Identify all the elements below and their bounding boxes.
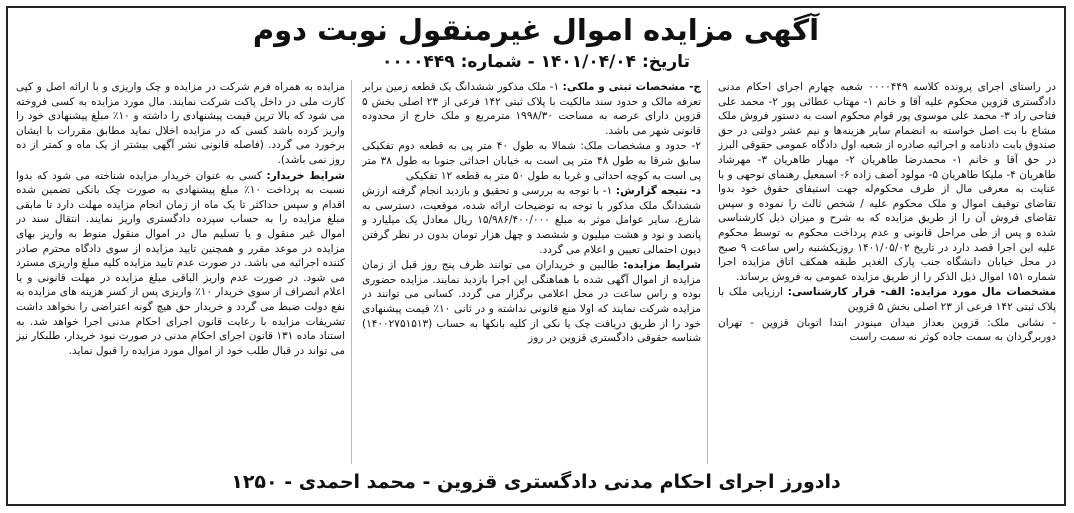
middle-column [362, 80, 708, 464]
auction-conditions-text: طالبین و خریداران می توانند ظرف پنج روز قبل از زمان مزایده از اموال آگهی شده با هماهنگی این اجرا بازدید نمایند. مزایده حضوری بوده و راس ساعت در محل اعلامی برگزار می گردد. کسانی می توانند در مزایده شرکت نمایند که اولا منع قانونی نداشته و در ثانی ۱۰٪ قیمت پیشنهادی خود را از طریق دریافت چک یا نکی از کلیه بانکها به حساب (۱۴۰۰۲۷۵۱۵۱۳) شناسه حقوقی دادگستری قزوین در روز [362, 259, 701, 345]
registry-spec-text: ۱- ملک مذکور ششدانگ یک قطعه زمین برابر تعرفه مالک و حدود سند مالکیت با پلاک ثبتی ۱۴۲ فرعی از ۲۳ اصلی بخش ۵ قزوین دارای عرصه به مساحت ۱۹۹۸/۳۰ مترمربع و ملک خارج از محدوده قانونی شهر می باشد. [362, 81, 701, 137]
appraisal-text: ارزیابی ملک با پلاک ثبتی ۱۴۲ فرعی از ۲۳ اصلی بخش ۵ قزوین [718, 286, 1056, 313]
registry-spec-heading: ج- مشخصات ثبتی و ملکی: [562, 81, 701, 93]
left-column [16, 80, 352, 464]
participation-text: مزایده به همراه فرم شرکت در مزایده و چک واریزی و با ارائه اصل و کپی کارت ملی در داخل پاکت شرکت نمایند. مال مورد مزایده به کسی فروخته می شود که بالا ترین قیمت پیشنهادی را داشته و ۱۰٪ مبلغ پیشنهادی خود را واریز کرده باشد کسی که در مزایده اخلال نماید مطابق مقررات با ایشان برخورد می گردد. (فاصله قانونی نشر آگهی بیشتر از یک ماه و کمتر از ده روز نمی باشد). [16, 81, 345, 166]
notice-body [16, 80, 1056, 464]
property-address: - نشانی ملک: قزوین بعداز میدان مینودر ابتدا اتوبان قزوین - تهران دوربرگردان به سمت جاده کوثر نه سمت راست [718, 316, 1056, 344]
auction-conditions-heading: شرایط مزایده: [623, 259, 701, 272]
notice-date-number: تاریخ: ۱۴۰۱/۰۴/۰۴ - شماره: ۰۰۰۰۴۴۹ [382, 52, 690, 72]
right-column [718, 80, 1056, 464]
signature-footer: دادورز اجرای احکام مدنی دادگستری قزوین - محمد احمدی - ۱۲۵۰ [231, 471, 841, 493]
buyer-conditions-text: کسی به عنوان خریدار مزایده شناخته می شود که بدوا نسبت به پرداخت ۱۰٪ مبلغ پیشنهادی به صورت چک بانکی تضمین شده اقدام و سپس حداکثر تا یک ماه از زمان انجام مزایده مهلت دارد تا مابقی مبلغ مزایده را به حساب سپرده دادگستری واریز نمایند. انتقال سند در اموال غیر منقول و یا تسلیم مال در اموال منقول منوط به واریز بهای مزایده در موعد مقرر و همچنین تایید مزایده از سوی دادگاه محترم صادر کننده اجرائیه می باشد. در صورت عدم تایید مزایده کلیه مبلغ واریزی مسترد می شود. در صورت عدم واریز الباقی مبلغ مزایده در مهلت قانونی و یا اعلام انصراف از سوی خریدار ۱۰٪ واریزی پس از کسر هزینه های مزایده به نفع دولت ضبط می گردد و خریدار حق هیچ گونه اعتراضی را نخواهد داشت تشریفات مزایده با رعایت قانون اجرای احکام مدنی اجرا خواهد شد. به استناد ماده ۱۳۱ قانون اجرای احکام مدنی در صورت نبود خریدار، طلبکار نیز می تواند در قبال طلب خود از اموال مورد مزایده را قبول نماید. [16, 169, 345, 357]
intro-paragraph: در راستای اجرای پرونده کلاسه ۰۰۰۰۴۴۹ شعبه چهارم اجرای احکام مدنی دادگستری قزوین محکوم علیه آقا و خانم ۱- مهتاب عطائی پور ۲- محمد علی فتاحی راد ۳- محمد علی موسوی پور قوام محکوم است به دستور فروش ملک مشاع با بت اصل خواسته به انضمام سایر هزینه‌ها و نیم عشر دولتی در حق صندوق بابت دادنامه و اجرائیه صادره از شعبه اول دادگاه عمومی حقوقی البرز در حق آقا و خانم ۱- محمدرضا طاهریان ۲- مهیار طاهریان ۳- مهرشاد طاهریان ۴- ملیکا طاهریان ۵- مولود آصف زاده ۶- اسمعیل رهنمای نوحهی و با عنایت به معرفی مال از طرف محکوم‌له جهت استیفای حقوق خود بدوا تقاضای توقیف اموال و ملک محکوم علیه / شخص ثالث را نموده و سپس تقاضای فروش آن را از طریق مزایده که به شرح و میزان ذیل کارشناسی شده و پس از طی مراحل قانونی و عدم پرداخت محکوم به توسط محکوم علیه این اجرا قصد دارد در تاریخ ۱۴۰۱/۰۵/۰۲ روزیکشنبه راس ساعت ۹ صبح در محل خیابان دانشگاه جنب پارک الغدیر طبقه همکف اتاق مزایده اجرا شماره ۱۵۱ اموال ذیل الذکر را از طریق مزایده عمومی به فروش برساند. [718, 81, 1056, 283]
boundaries-text: ۲- حدود و مشخصات ملک: شمالا به طول ۴۰ متر پی به قطعه دوم تفکیکی سابق شرقا به طول ۴۸ متر پی است به خیابان احداثی جنوبا به طول ۳۸ متر پی است به کوچه احداثی و غربا به طول ۵۰ متر به قطعه ۱۲ تفکیکی [362, 140, 701, 182]
notice-title: آگهی مزایده اموال غیرمنقول نوبت دوم [252, 13, 820, 47]
report-result-text: ۱- با توجه به بررسی و تحقیق و بازدید انجام گرفته ارزش ششدانگ ملک مذکور با توجه به توضیحات ارائه شده، موقعیت، دسترسی به شارع، سایر عوامل موثر به مبلغ ۱۵/۹۸۶/۴۰۰/۰۰۰ ریال معادل یک میلیارد و پانصد و نود و هشت میلیون و ششصد و چهل هزار تومان بدون در نظر گرفتن دیون احتمالی تعیین و اعلام می گردد. [362, 185, 701, 256]
report-result-heading: د- نتیجه گزارش: [615, 185, 701, 198]
buyer-conditions-heading: شرایط خریدار: [266, 169, 346, 182]
property-spec-heading: مشخصات مال مورد مزایده: الف- قرار کارشناسی: [787, 286, 1056, 299]
notice-frame [6, 6, 1066, 506]
